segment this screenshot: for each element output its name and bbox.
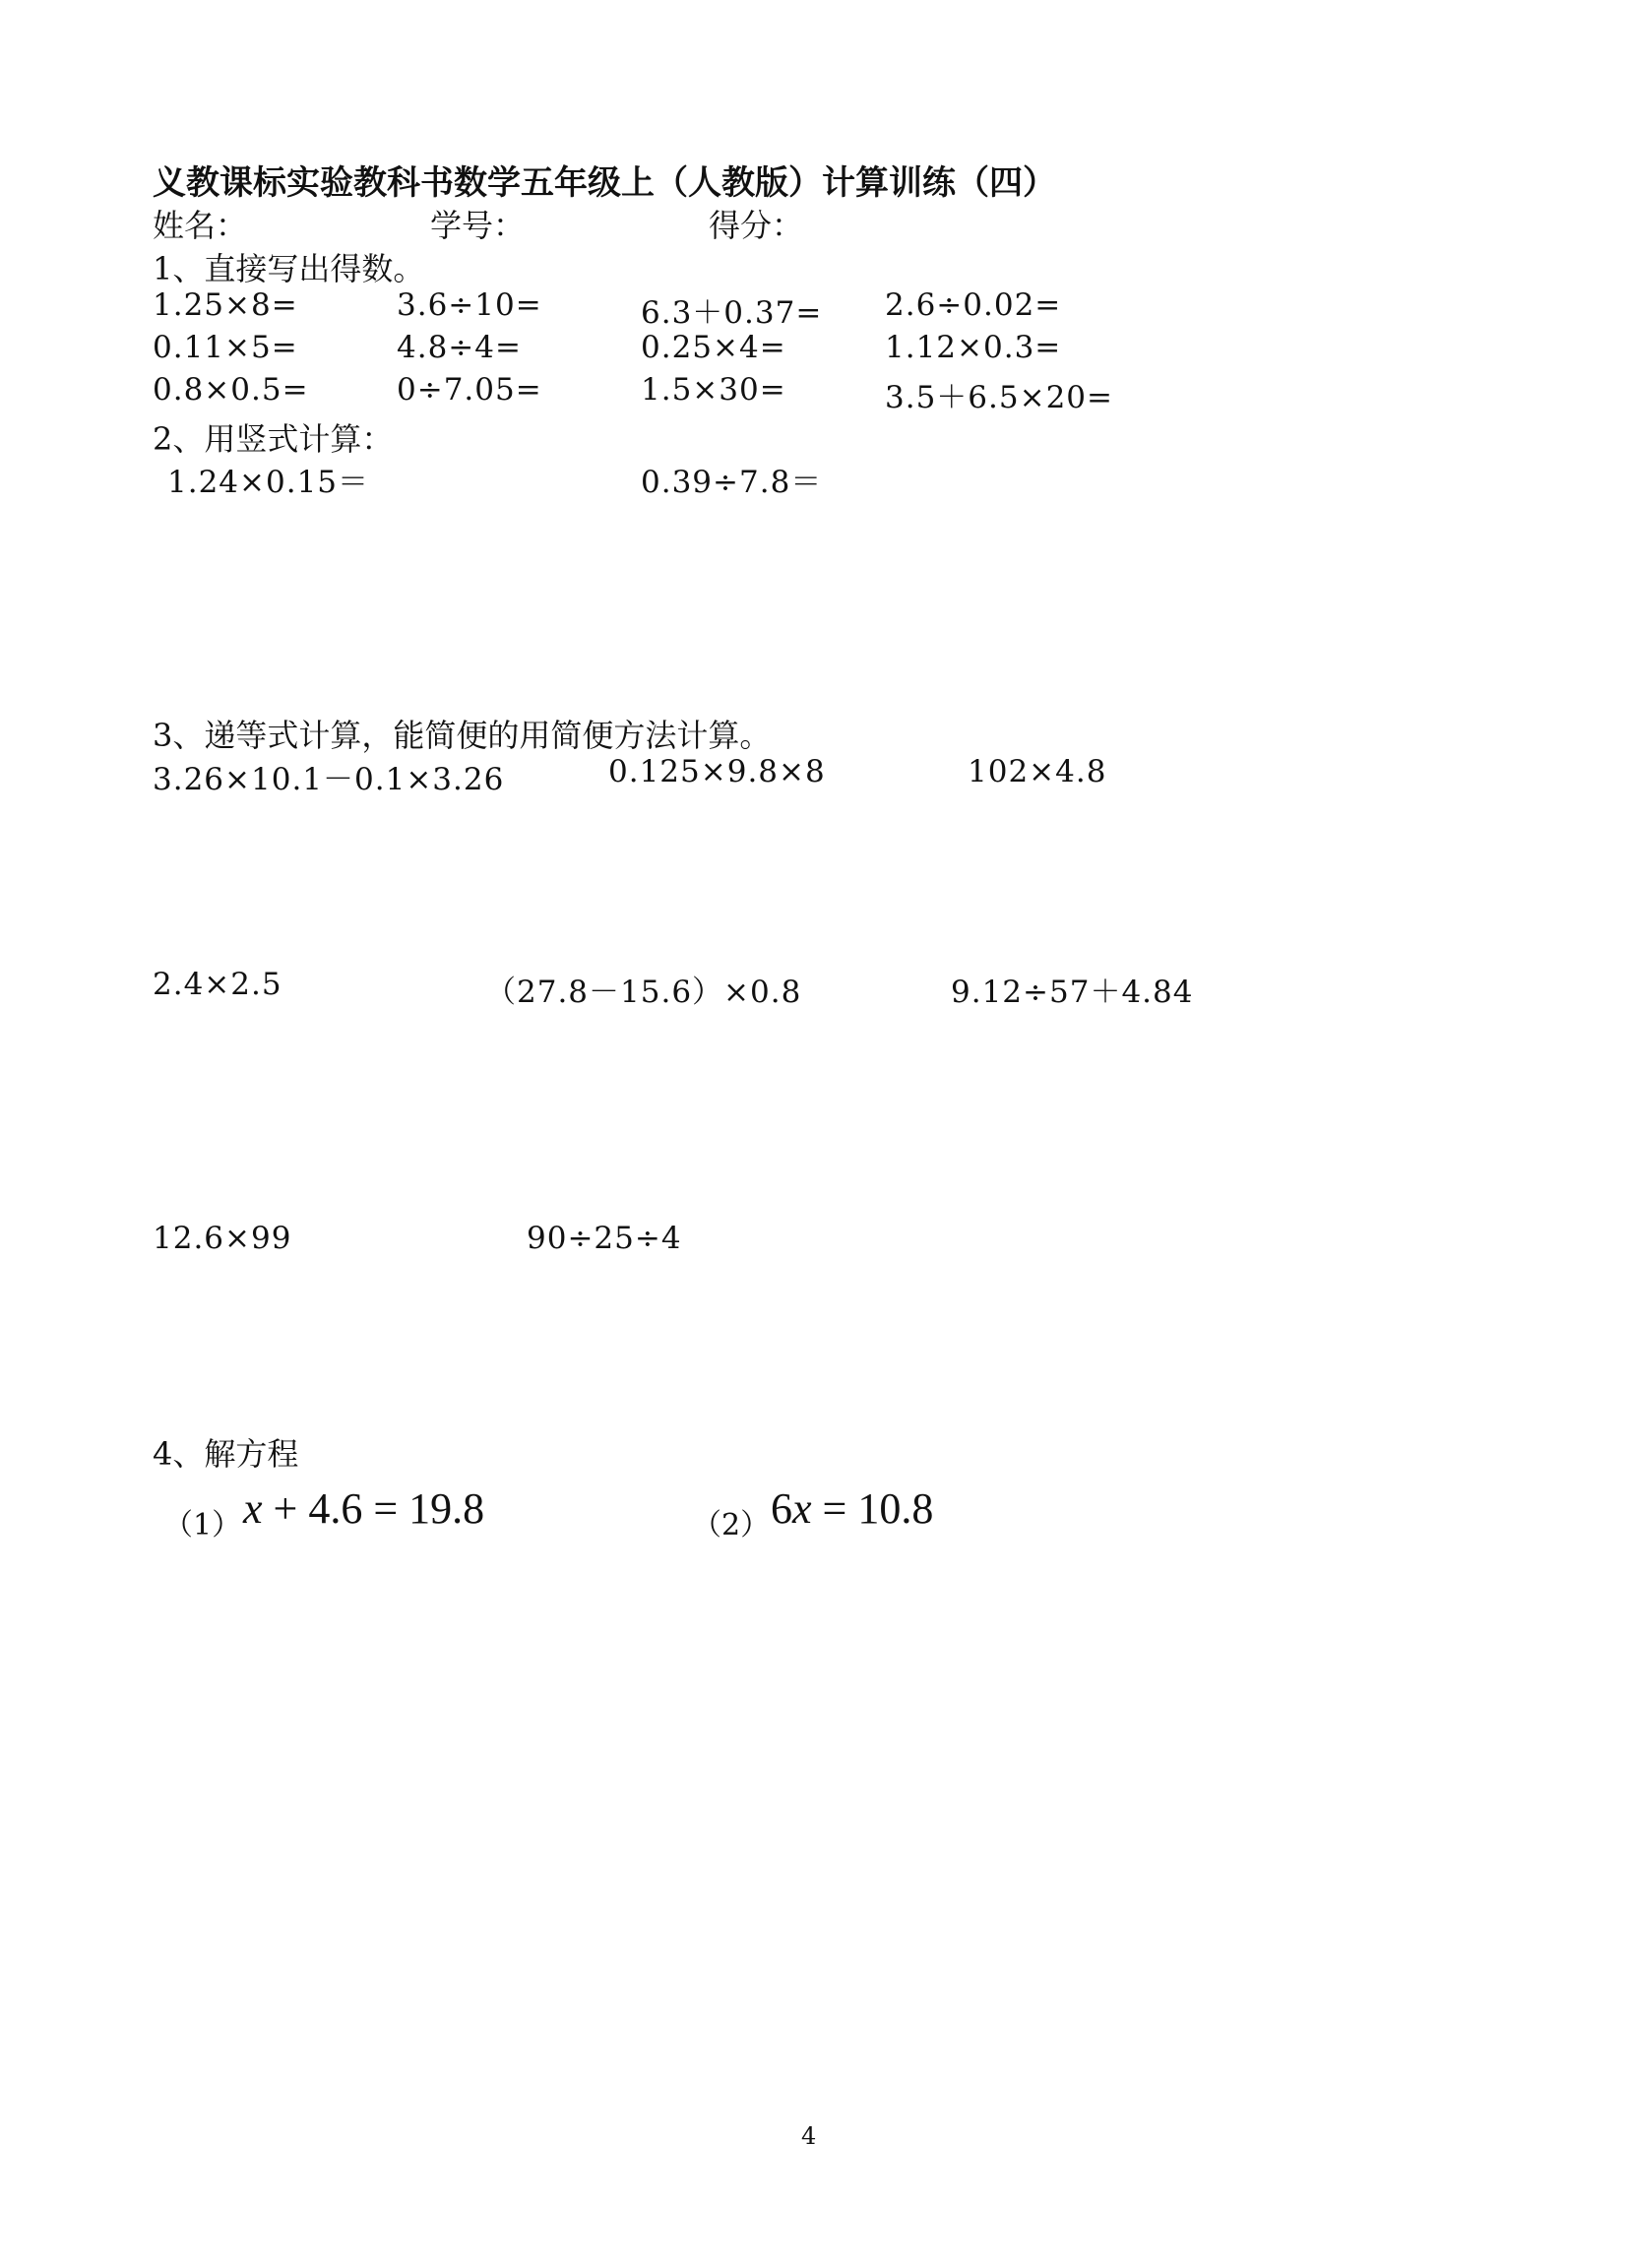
student-no-field-label: 学号：	[430, 207, 526, 244]
problem-1-5: 0.11×5=	[153, 330, 298, 365]
stepwise-problem-1: 3.26×10.1－0.1×3.26	[153, 762, 505, 797]
stepwise-problem-3: 102×4.8	[968, 754, 1107, 789]
problem-1-4: 2.6÷0.02=	[885, 287, 1062, 323]
vertical-problem-2: 0.39÷7.8＝	[641, 465, 823, 500]
problem-1-6: 4.8÷4=	[397, 330, 522, 365]
problem-1-3: 6.3＋0.37=	[641, 295, 823, 331]
stepwise-problem-7: 12.6×99	[153, 1221, 292, 1256]
section1-heading: 1、直接写出得数。	[153, 250, 425, 287]
section3-heading: 3、递等式计算，能简便的用简便方法计算。	[153, 717, 772, 754]
problem-1-12: 3.5＋6.5×20=	[885, 380, 1113, 415]
equation-2-coefficient: 6	[771, 1484, 792, 1533]
stepwise-problem-6: 9.12÷57＋4.84	[951, 975, 1194, 1010]
equation-1-rest: + 4.6 = 19.8	[262, 1484, 485, 1533]
stepwise-problem-8: 90÷25÷4	[527, 1221, 682, 1256]
name-field-label: 姓名：	[153, 207, 248, 244]
vertical-problem-1: 1.24×0.15＝	[167, 465, 370, 500]
equation-1	[243, 1483, 484, 1534]
stepwise-problem-5: （27.8－15.6）×0.8	[485, 975, 802, 1010]
page-title: 义教课标实验教科书数学五年级上（人教版）计算训练（四）	[153, 163, 1056, 203]
problem-1-10: 0÷7.05=	[397, 372, 542, 408]
equation-1-label: （1）	[163, 1508, 242, 1543]
equation-2-variable: x	[792, 1484, 812, 1533]
section4-heading: 4、解方程	[153, 1435, 299, 1473]
problem-1-9: 0.8×0.5=	[153, 372, 309, 408]
problem-1-8: 1.12×0.3=	[885, 330, 1062, 365]
equation-2-label: （2）	[692, 1508, 771, 1543]
problem-1-7: 0.25×4=	[641, 330, 786, 365]
problem-1-1: 1.25×8=	[153, 287, 298, 323]
equation-1-variable: x	[243, 1484, 263, 1533]
equation-2	[771, 1483, 933, 1534]
page-number: 4	[801, 2122, 817, 2150]
section2-heading: 2、用竖式计算：	[153, 420, 394, 458]
problem-1-11: 1.5×30=	[641, 372, 786, 408]
equation-2-rest: = 10.8	[811, 1484, 934, 1533]
stepwise-problem-4: 2.4×2.5	[153, 967, 282, 1002]
problem-1-2: 3.6÷10=	[397, 287, 542, 323]
score-field-label: 得分：	[709, 207, 804, 244]
stepwise-problem-2: 0.125×9.8×8	[608, 754, 826, 789]
